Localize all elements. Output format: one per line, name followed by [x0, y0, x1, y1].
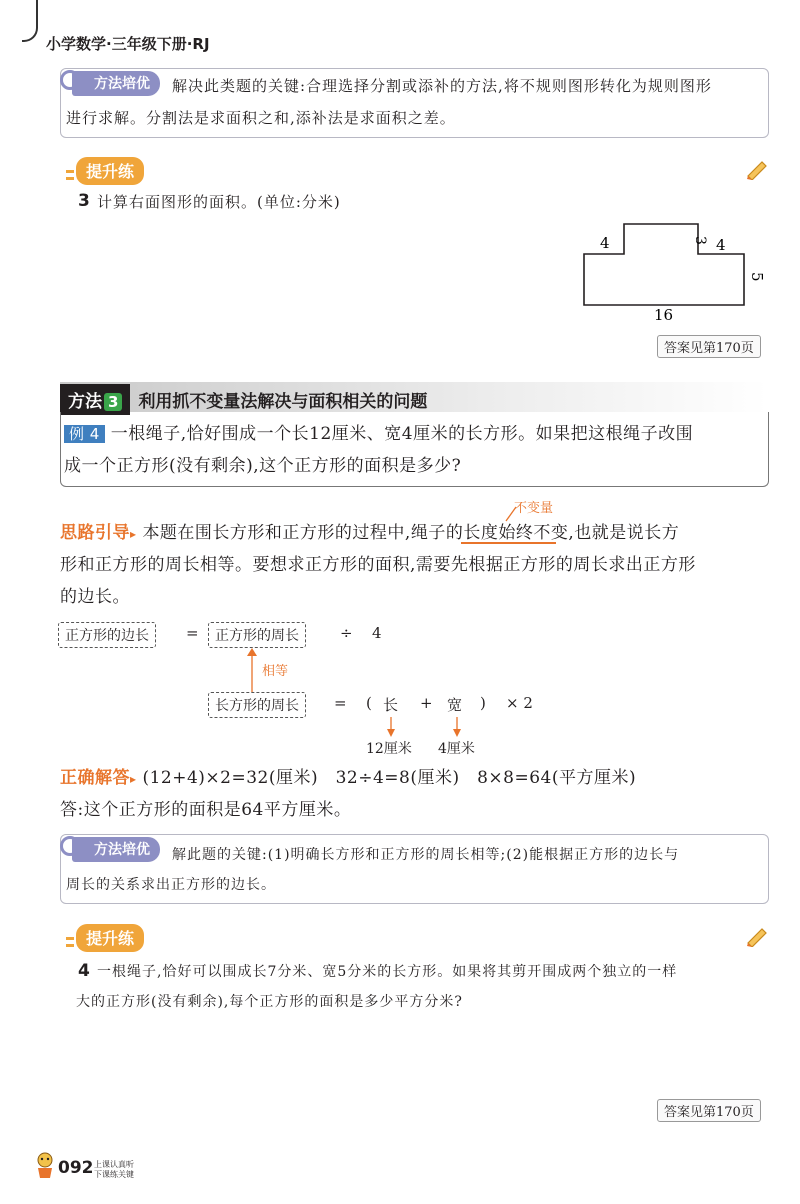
solution-formula: (12+4)×2=32(厘米) 32÷4=8(厘米) 8×8=64(平方厘米) — [142, 768, 637, 788]
equal-label: 相等 — [262, 664, 289, 679]
figure-label-right-step: 4 — [716, 236, 726, 254]
box-rect-perimeter: 长方形的周长 — [208, 692, 306, 718]
header-decoration — [22, 0, 38, 42]
footer-slogan-1: 上课认真听 — [94, 1160, 134, 1169]
example-text-line2: 成一个正方形(没有剩余),这个正方形的面积是多少? — [64, 456, 462, 476]
thinking-text-line2: 形和正方形的周长相等。要想求正方形的面积,需要先根据正方形的周长求出正方形 — [60, 555, 696, 575]
practice-decoration — [66, 177, 74, 180]
figure-label-left-step: 4 — [600, 234, 610, 252]
footer-slogan-2: 下课练关键 — [94, 1170, 134, 1179]
example-label — [64, 425, 105, 443]
example-label-text: 例 — [69, 425, 85, 443]
solution-answer: 答:这个正方形的面积是64平方厘米。 — [60, 800, 352, 820]
diagram-length: 长 — [383, 696, 399, 714]
tip-text-line1: 解决此类题的关键:合理选择分割或添补的方法,将不规则图形转化为规则图形 — [172, 77, 712, 95]
figure-label-right-height: 5 — [748, 272, 766, 282]
answer-reference: 答案见第170页 — [657, 335, 761, 358]
diagram-open-paren: ( — [366, 694, 372, 712]
method-label — [60, 384, 130, 415]
mascot-icon — [32, 1150, 58, 1180]
box-square-side: 正方形的边长 — [58, 622, 156, 648]
length-arrow — [384, 716, 398, 738]
page-number: 092 — [58, 1158, 94, 1178]
question-number: 3 — [78, 191, 90, 211]
method-heading — [60, 384, 427, 415]
tip-badge: 方法培优 — [72, 71, 160, 96]
width-value: 4厘米 — [438, 741, 475, 757]
diagram-equals-1: = — [186, 624, 199, 642]
practice-decoration — [66, 937, 74, 940]
practice-badge: 提升练 — [76, 924, 144, 952]
question2-line2: 大的正方形(没有剩余),每个正方形的面积是多少平方分米? — [76, 994, 463, 1010]
question-text: 计算右面图形的面积。(单位:分米) — [97, 193, 341, 211]
pencil-icon — [745, 158, 769, 180]
tip-text-line2: 进行求解。分割法是求面积之和,添补法是求面积之差。 — [66, 109, 456, 127]
width-arrow — [450, 716, 464, 738]
thinking-line1 — [60, 517, 679, 550]
practice-decoration — [66, 170, 74, 173]
method-label-text: 方法 — [68, 392, 102, 412]
practice-decoration — [66, 944, 74, 947]
practice-badge: 提升练 — [76, 157, 144, 185]
example-line1 — [64, 418, 693, 450]
diagram-divide: ÷ — [340, 624, 353, 642]
tip2-text-line1: 解此题的关键:(1)明确长方形和正方形的周长相等;(2)能根据正方形的边长与 — [172, 847, 680, 863]
diagram-times-two: × 2 — [506, 694, 533, 712]
diagram-width: 宽 — [447, 696, 463, 714]
diagram-four: 4 — [372, 624, 382, 642]
answer-reference: 答案见第170页 — [657, 1099, 761, 1122]
thinking-text-line1: 本题在围长方形和正方形的过程中,绳子的长度始终不变,也就是说长方 — [142, 523, 680, 543]
book-title: 小学数学·三年级下册·RJ — [46, 35, 210, 53]
equal-arrow — [242, 646, 262, 694]
example-text-line1: 一根绳子,恰好围成一个长12厘米、宽4厘米的长方形。如果把这根绳子改围 — [110, 424, 694, 444]
method-number: 3 — [104, 393, 122, 411]
diagram-close-paren: ) — [480, 694, 486, 712]
length-value: 12厘米 — [366, 741, 412, 757]
diagram-plus: + — [420, 694, 433, 712]
tip2-text-line2: 周长的关系求出正方形的边长。 — [66, 877, 276, 893]
diagram-equals-2: = — [334, 694, 347, 712]
question-number: 4 — [78, 961, 90, 981]
stepped-shape-figure — [560, 210, 780, 330]
example-number: 4 — [89, 425, 100, 443]
solution-label: 正确解答 — [60, 768, 130, 788]
solution-arrow-icon: ▸ — [130, 772, 137, 786]
method-title: 利用抓不变量法解决与面积相关的问题 — [138, 392, 428, 412]
annotation-text: 不变量 — [514, 501, 554, 516]
thinking-text-line3: 的边长。 — [60, 587, 130, 607]
pencil-icon — [745, 925, 769, 947]
thinking-label: 思路引导 — [60, 523, 130, 543]
thinking-arrow-icon: ▸ — [130, 527, 137, 541]
figure-label-step-height: 3 — [692, 236, 708, 245]
tip-badge: 方法培优 — [72, 837, 160, 862]
box-square-perimeter: 正方形的周长 — [208, 622, 306, 648]
solution-line — [60, 762, 636, 795]
figure-label-bottom: 16 — [654, 306, 674, 324]
question2-line1: 一根绳子,恰好可以围成长7分米、宽5分米的长方形。如果将其剪开围成两个独立的一样 — [97, 964, 678, 980]
